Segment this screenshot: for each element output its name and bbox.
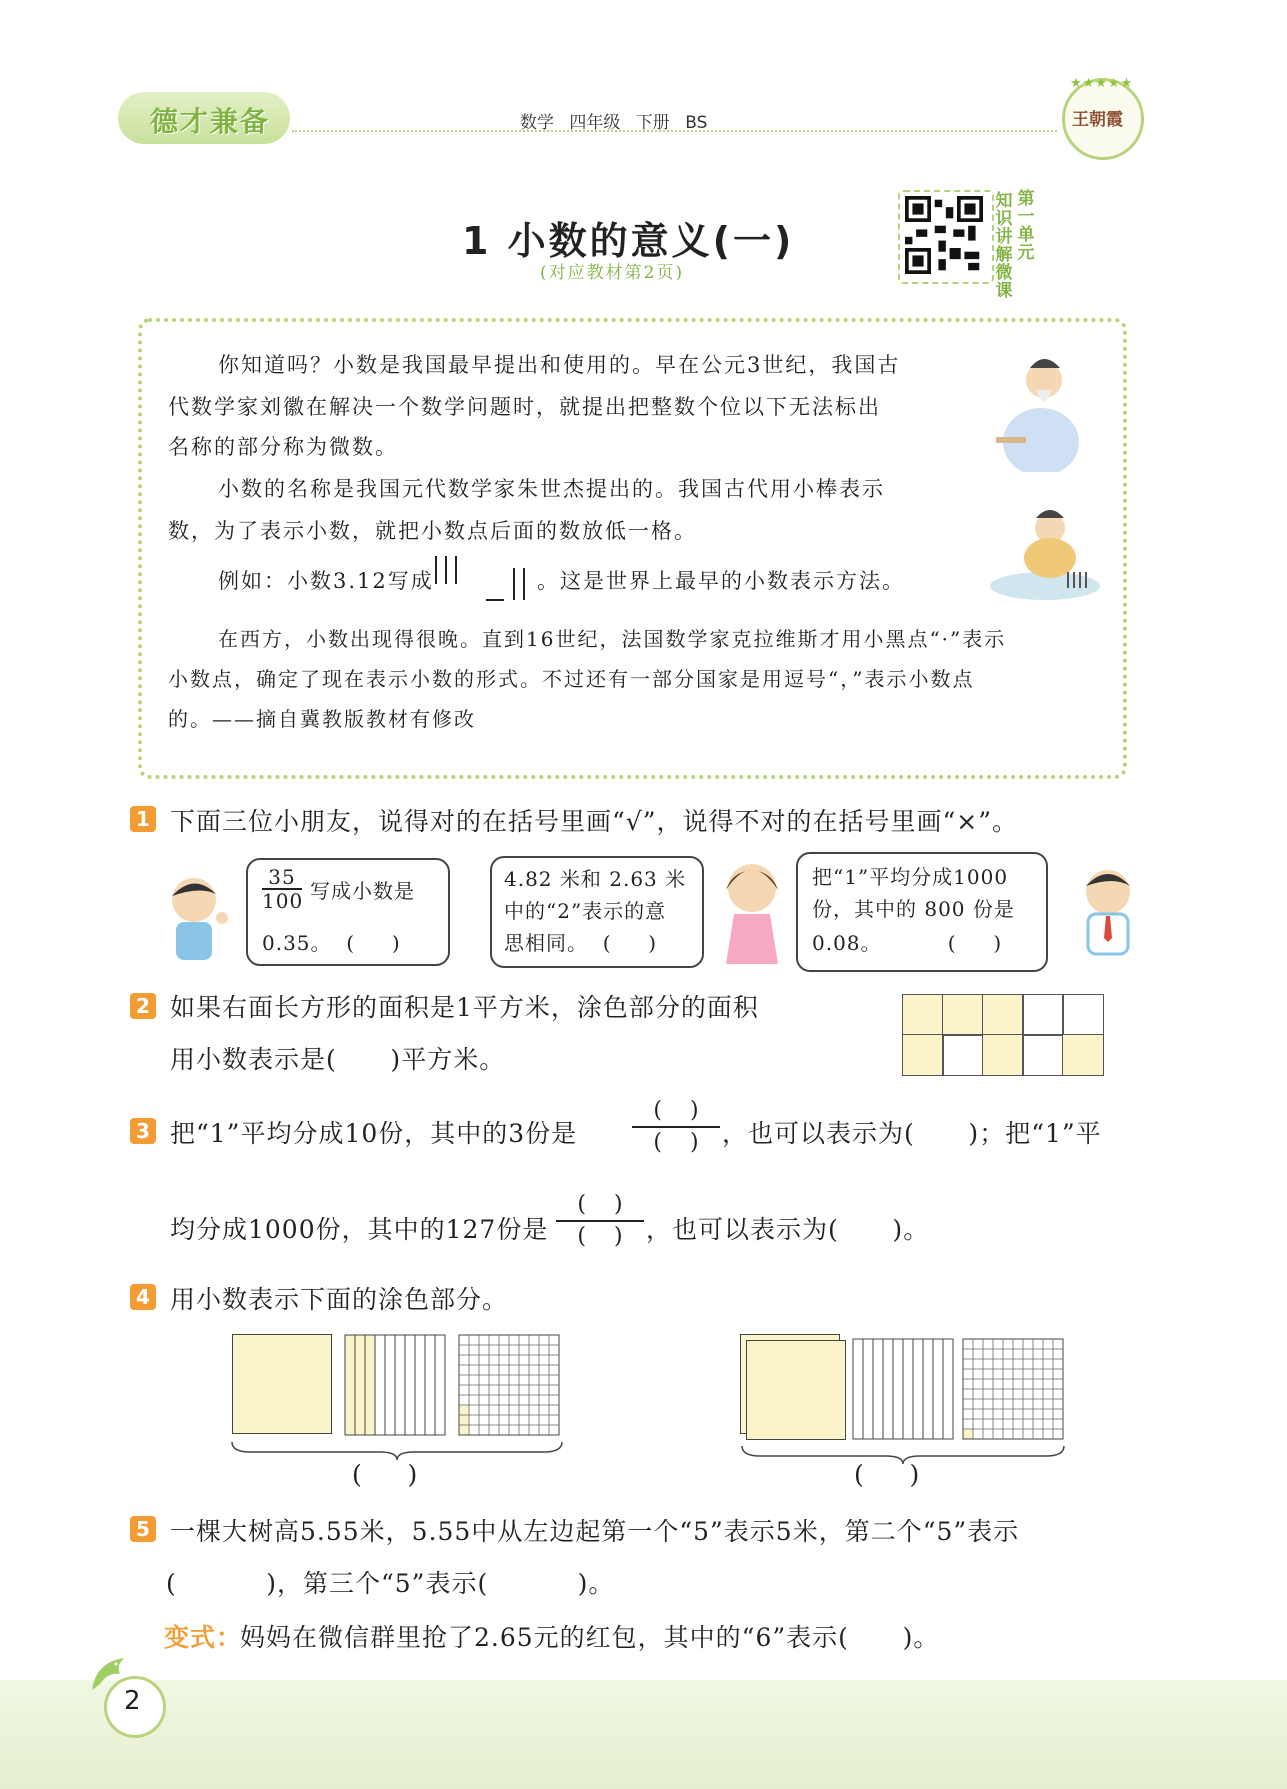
fraction-blank-denominator: ( ) xyxy=(653,1130,699,1155)
intro-p1-line3: 名称的部分称为微数。 xyxy=(168,435,398,459)
fraction-numerator: 35 xyxy=(268,865,296,889)
fraction-blank-2 xyxy=(556,1190,644,1252)
brand-logo-text: 德才兼备 xyxy=(150,105,271,138)
fraction-blank-numerator: ( ) xyxy=(653,1098,699,1123)
tenths-square-3-shaded xyxy=(344,1334,446,1436)
variant-text: 妈妈在微信群里抢了2.65元的红包，其中的“6”表示( )。 xyxy=(240,1623,940,1652)
bubble-3-line1: 把“1”平均分成1000 xyxy=(812,865,1009,889)
fraction-blank-numerator: ( ) xyxy=(577,1192,623,1217)
hundredths-square-1-shaded xyxy=(962,1338,1064,1440)
grid-cell-shaded xyxy=(902,994,944,1036)
question-1-text: 下面三位小朋友，说得对的在括号里画“√”，说得不对的在括号里画“×”。 xyxy=(170,807,1019,836)
question-number-3: 3 xyxy=(130,1118,156,1144)
intro-p3-prefix: 例如：小数3.12写成 xyxy=(218,569,434,593)
question-3-line2-a: 均分成1000份，其中的127份是 xyxy=(170,1215,549,1244)
lesson-subtitle: (对应教材第2页) xyxy=(540,263,685,283)
grid-cell xyxy=(942,1034,984,1076)
question-3-line1-a: 把“1”平均分成10份，其中的3份是 xyxy=(170,1119,578,1148)
grid-cell xyxy=(1022,1034,1064,1076)
intro-p3-suffix: 。这是世界上最早的小数表示方法。 xyxy=(537,569,905,593)
page-number: 2 xyxy=(124,1686,141,1716)
rectangle-grid-2x5 xyxy=(902,994,1102,1074)
girl-character-illustration xyxy=(712,854,792,972)
full-square-shaded xyxy=(232,1334,332,1434)
footer-background xyxy=(0,1680,1287,1789)
grid-cell xyxy=(1022,994,1064,1036)
speech-bubble-2 xyxy=(490,856,704,968)
boy-with-tie-character-illustration xyxy=(1064,860,1144,960)
fraction-blank-denominator: ( ) xyxy=(577,1224,623,1249)
question-3-line1-b: ，也可以表示为( )；把“1”平 xyxy=(722,1119,1102,1148)
question-4-text: 用小数表示下面的涂色部分。 xyxy=(170,1285,509,1314)
grid-cell-shaded xyxy=(1062,1034,1104,1076)
intro-p4-line3: 的。——摘自冀教版教材有修改 xyxy=(168,707,476,731)
question-number-4: 4 xyxy=(130,1284,156,1310)
question-number-1: 1 xyxy=(130,806,156,832)
qr-frame xyxy=(898,190,994,284)
bubble-1-answer: 0.35。 ( ) xyxy=(262,931,401,955)
grid-cell-shaded xyxy=(982,1034,1024,1076)
question-number-2: 2 xyxy=(130,993,156,1019)
intro-reading-box xyxy=(138,318,1127,779)
grid-cell-shaded xyxy=(902,1034,944,1076)
seal-stars-icon: ★★★★★ xyxy=(1070,76,1134,91)
rod-numeral-figure xyxy=(432,554,552,602)
seal-text: 王朝霞 xyxy=(1072,110,1123,130)
question-2-line2: 用小数表示是( )平方米。 xyxy=(170,1045,506,1074)
bubble-2-line1: 4.82 米和 2.63 米 xyxy=(504,867,687,891)
brace-left-group xyxy=(230,1440,564,1462)
fraction-blank-1 xyxy=(632,1096,720,1158)
intro-p2-line2: 数，为了表示小数，就把小数点后面的数放低一格。 xyxy=(168,519,697,543)
question-3-line2-b: ，也可以表示为( )。 xyxy=(646,1215,930,1244)
intro-p4-line1: 在西方，小数出现得很晚。直到16世纪，法国数学家克拉维斯才用小黑点“·”表示 xyxy=(218,627,1007,651)
question-2-line1: 如果右面长方形的面积是1平方米，涂色部分的面积 xyxy=(170,993,759,1022)
question-5-line1: 一棵大树高5.55米，5.55中从左边起第一个“5”表示5米，第二个“5”表示 xyxy=(170,1517,1020,1546)
answer-blank-left[interactable]: ( ) xyxy=(352,1460,419,1489)
ancient-scholar-illustration xyxy=(986,342,1086,472)
bubble-3-line3: 0.08。 ( ) xyxy=(812,931,1003,955)
grid-cell xyxy=(1062,994,1104,1036)
header-subject-line: 数学 四年级 下册 BS xyxy=(520,113,708,133)
question-number-5: 5 xyxy=(130,1516,156,1542)
intro-p1-line1: 你知道吗？小数是我国最早提出和使用的。早在公元3世纪，我国古 xyxy=(218,353,901,377)
bubble-2-line2: 中的“2”表示的意 xyxy=(504,899,667,923)
intro-p1-line2: 代数学家刘徽在解决一个数学问题时，就提出把整数个位以下无法标出 xyxy=(168,395,881,419)
lesson-title: 1 小数的意义(一) xyxy=(462,219,795,263)
answer-blank-right[interactable]: ( ) xyxy=(854,1460,921,1489)
intro-p2-line1: 小数的名称是我国元代数学家朱世杰提出的。我国古代用小棒表示 xyxy=(218,477,885,501)
bubble-2-line3: 思相同。 ( ) xyxy=(504,931,658,955)
grid-cell-shaded xyxy=(982,994,1024,1036)
boy-character-illustration xyxy=(160,872,240,962)
speech-bubble-1 xyxy=(246,858,450,966)
question-5-line2: ( )，第三个“5”表示( )。 xyxy=(166,1569,615,1598)
scholar-with-counting-rods-illustration xyxy=(980,498,1110,608)
speech-bubble-3 xyxy=(796,852,1048,972)
bubble-3-line2: 份，其中的 800 份是 xyxy=(812,897,1015,921)
side-label-unit: 第一单元 xyxy=(1017,189,1035,263)
tenths-square-empty xyxy=(852,1338,954,1440)
grid-cell-shaded xyxy=(942,994,984,1036)
fraction-35-100 xyxy=(262,866,302,912)
side-label-micro-lesson: 知识讲解微课 xyxy=(995,191,1013,301)
bubble-1-text: 写成小数是 xyxy=(310,879,415,903)
variant-label: 变式： xyxy=(164,1623,243,1652)
fraction-denominator: 100 xyxy=(262,889,304,913)
intro-p4-line2: 小数点，确定了现在表示小数的形式。不过还有一部分国家是用逗号“，”表示小数点 xyxy=(168,667,975,691)
hundredths-square-3-shaded xyxy=(458,1334,560,1436)
full-square-shaded xyxy=(746,1340,846,1440)
